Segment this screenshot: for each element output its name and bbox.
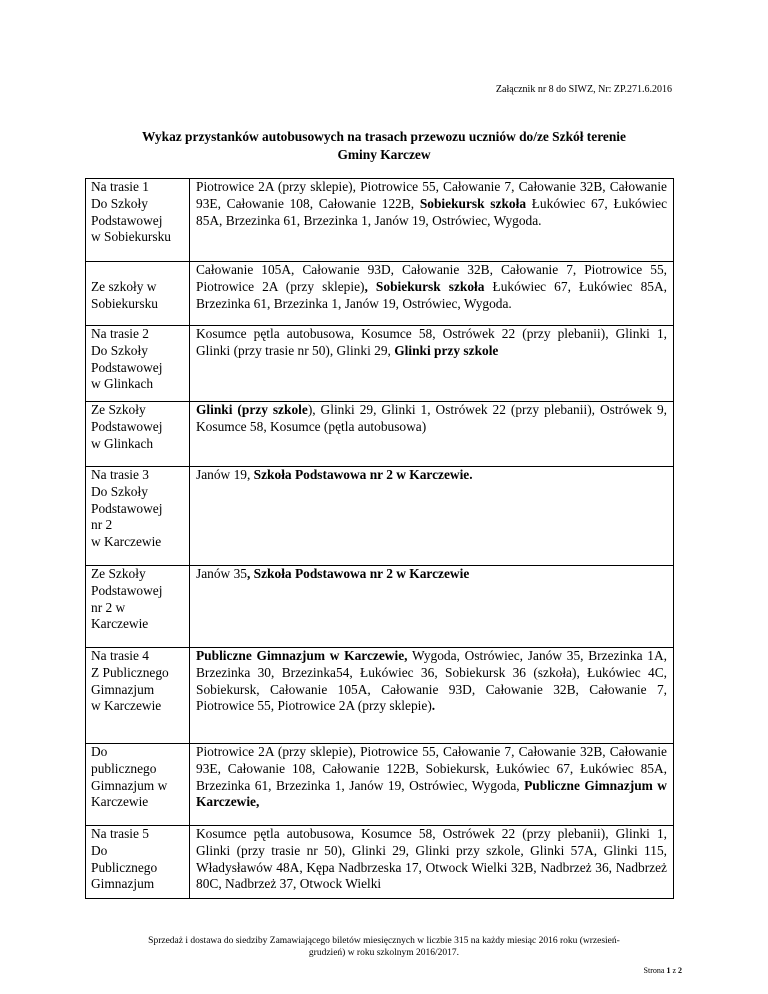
route-label-line: Do Szkoły: [91, 342, 148, 358]
table-row: [86, 826, 674, 899]
document-reference: Załącznik nr 8 do SIWZ, Nr: ZP.271.6.2016: [495, 84, 672, 95]
stop-text: Janów 19,: [196, 467, 254, 482]
route-label-cell: [86, 744, 190, 826]
route-label-line: Z Publicznego: [91, 664, 169, 680]
stop-text: Piotrowice 2A (przy sklepie), Piotrowice 55, Całowanie 7, Całowanie 32B, Całowanie 93E, Całowanie 108, Całowanie 122B,: [196, 179, 667, 211]
route-stops-cell: [190, 826, 674, 899]
title-line-2: Gminy Karczew: [337, 147, 431, 162]
stop-text-bold: Szkoła Podstawowa nr 2 w Karczewie.: [253, 467, 473, 482]
route-label-cell: [86, 262, 190, 326]
route-label-line: Ze Szkoły: [91, 566, 146, 581]
route-label-line: [91, 262, 183, 279]
page-footer: [110, 935, 658, 959]
route-label-cell: [86, 402, 190, 467]
table-row: [86, 262, 674, 326]
route-label-line: Ze szkoły w: [91, 278, 157, 294]
stop-text-bold: Glinki (przy szkole: [196, 402, 308, 417]
route-label-line: Karczewie: [91, 616, 149, 632]
stop-text-bold: .: [431, 698, 436, 714]
page-prefix: Strona: [643, 966, 667, 975]
route-label-cell: [86, 467, 190, 566]
page-separator: z: [670, 966, 678, 975]
route-label-line: Gimnazjum: [91, 876, 155, 892]
table-row: [86, 326, 674, 402]
footer-line-1: Sprzedaż i dostawa do siedziby Zamawiającego biletów miesięcznych w liczbie 315 na każdy miesiąc 2016 roku (wrzesień-: [148, 936, 620, 946]
stop-text: Wygoda, Ostrówiec, Janów 35, Brzezinka 1A, Brzezinka 30, Brzezinka54, Łukówiec 36, Sobiekursk 36 (szkoła), Łukówiec 4C, Sobiekursk, Całowanie 105A, Całowanie 93D, Całowanie 32B, Całowanie 7, Piotrowice 55, Piotrowice 2A (przy sklepie): [196, 648, 667, 714]
route-label-line: Na trasie 2: [91, 326, 150, 341]
table-row: [86, 648, 674, 744]
table-row: [86, 402, 674, 467]
route-label-line: Publicznego: [91, 859, 158, 875]
route-label-line: publicznego: [91, 760, 157, 776]
route-stops-cell: [190, 262, 674, 326]
route-label-line: nr 2 w: [91, 599, 126, 615]
title-line-1: Wykaz przystanków autobusowych na trasach przewozu uczniów do/ze Szkół terenie: [142, 129, 626, 144]
page-total: 2: [678, 966, 682, 975]
stop-text: Łukówiec 67, Łukówiec 85A, Brzezinka 61, Brzezinka 1, Janów 19, Ostrówiec, Wygoda.: [196, 278, 668, 311]
route-stops-cell: [190, 467, 674, 566]
table-row: [86, 744, 674, 826]
route-label-line: Do Szkoły: [91, 195, 148, 211]
footer-line-2: grudzień) w roku szkolnym 2016/2017.: [308, 948, 460, 958]
page-current: 1: [666, 966, 671, 975]
stop-text: Kosumce pętla autobusowa, Kosumce 58, Ostrówek 22 (przy plebanii), Glinki 1, Glinki (przy trasie nr 50), Glinki 29,: [196, 326, 667, 358]
route-stops-cell: [190, 744, 674, 826]
stop-text-bold: Glinki przy szkole: [394, 342, 499, 358]
route-label-line: w Karczewie: [91, 534, 162, 550]
route-label-line: Do: [91, 842, 108, 858]
route-label-line: Sobiekursku: [91, 295, 158, 311]
route-label-line: Ze Szkoły: [91, 402, 146, 417]
route-label-line: Karczewie: [91, 794, 149, 810]
stop-text: ), Glinki 29, Glinki 1, Ostrówek 22 (przy plebanii), Ostrówek 9, Kosumce 58, Kosumce (pętla autobusowa): [196, 402, 667, 434]
route-label-line: Podstawowej: [91, 212, 163, 228]
route-stops-cell: [190, 402, 674, 467]
table-row: [86, 467, 674, 566]
stop-text-bold: , Sobiekursk szkoła: [364, 278, 485, 294]
route-label-line: Podstawowej: [91, 359, 163, 375]
route-label-cell: [86, 179, 190, 262]
stop-text-bold: Sobiekursk szkoła: [419, 195, 527, 211]
route-stops-cell: [190, 648, 674, 744]
stop-text: Janów 35: [196, 566, 247, 581]
stop-text-bold: , Szkoła Podstawowa nr 2 w Karczewie: [246, 566, 470, 581]
route-label-line: Gimnazjum w: [91, 777, 168, 793]
route-label-line: w Sobiekursku: [91, 229, 171, 245]
route-label-line: Podstawowej: [91, 500, 163, 516]
route-label-line: Gimnazjum: [91, 681, 155, 697]
route-label-line: Podstawowej: [91, 582, 163, 598]
route-label-line: Na trasie 1: [91, 179, 150, 194]
table-row: [86, 179, 674, 262]
route-label-cell: [86, 566, 190, 648]
route-label-cell: [86, 326, 190, 402]
route-stops-cell: [190, 326, 674, 402]
stop-text-bold: Publiczne Gimnazjum w Karczewie,: [196, 648, 408, 663]
route-label-line: Podstawowej: [91, 418, 163, 434]
stop-text-bold: Publiczne Gimnazjum w Karczewie,: [196, 777, 667, 810]
document-title: [96, 128, 672, 164]
route-label-cell: [86, 648, 190, 744]
stop-text: Kosumce pętla autobusowa, Kosumce 58, Ostrówek 22 (przy plebanii), Glinki 1, Glinki (przy trasie nr 50), Glinki 29, Glinki przy szkole, Glinki 57A, Glinki 115, Władysławów 48A, Kępa Nadbrzeska 17, Otwock Wielki 32B, Nadbrzeż 36, Nadbrzeż 80C, Nadbrzeż 37, Otwock Wielki: [196, 826, 667, 892]
route-stops-cell: [190, 566, 674, 648]
route-stops-cell: [190, 179, 674, 262]
route-label-cell: [86, 826, 190, 899]
stop-text: Piotrowice 2A (przy sklepie), Piotrowice 55, Całowanie 7, Całowanie 32B, Całowanie 93E, Całowanie 108, Całowanie 122B, Sobiekursk, Łukówiec 67, Łukówiec 85A, Brzezinka 61, Brzezinka 1, Janów 19, Ostrówiec, Wygoda,: [196, 744, 667, 793]
route-label-line: Na trasie 4: [91, 648, 150, 663]
route-label-line: Do: [91, 744, 108, 759]
bus-stops-table: [85, 178, 674, 899]
route-label-line: w Karczewie: [91, 698, 162, 714]
route-label-line: Na trasie 5: [91, 826, 150, 841]
page-number: [644, 966, 682, 975]
route-label-line: Na trasie 3: [91, 467, 150, 482]
route-label-line: w Glinkach: [91, 376, 154, 392]
table-row: [86, 566, 674, 648]
stop-text: Całowanie 105A, Całowanie 93D, Całowanie 32B, Całowanie 7, Piotrowice 55, Piotrowice 2A (przy sklepie): [196, 262, 667, 294]
route-label-line: w Glinkach: [91, 435, 154, 451]
route-label-line: Do Szkoły: [91, 483, 148, 499]
stop-text: Łukówiec 67, Łukówiec 85A, Brzezinka 61, Brzezinka 1, Janów 19, Ostrówiec, Wygoda.: [196, 195, 668, 228]
route-label-line: nr 2: [91, 517, 113, 533]
